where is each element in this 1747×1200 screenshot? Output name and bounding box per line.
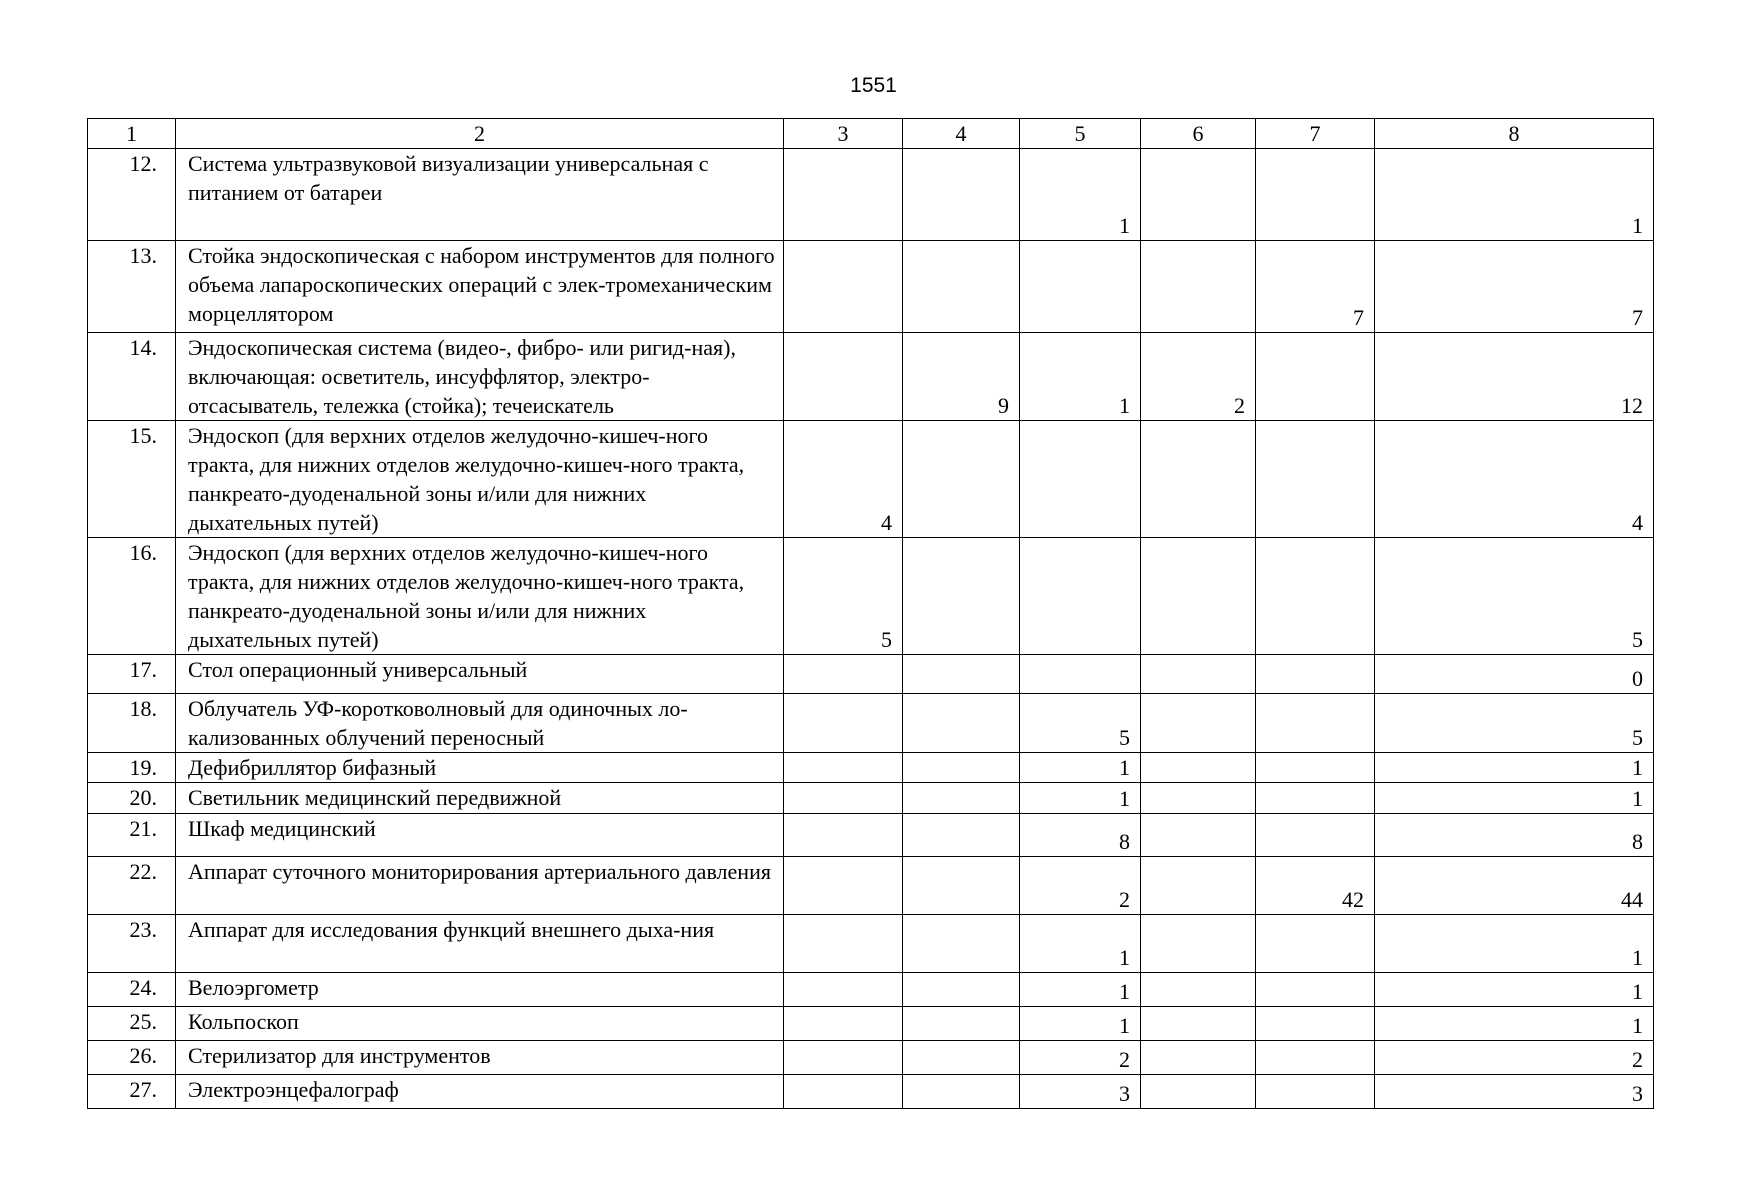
table-row [88,538,1654,655]
equipment-name-cell: Стерилизатор для инструментов [176,1041,784,1075]
value-cell-col6: 2 [1141,333,1256,421]
value-cell-col6 [1141,241,1256,333]
value-cell-col7 [1256,973,1375,1007]
value-cell-col3 [784,1075,903,1109]
value-cell-col4 [903,915,1020,973]
value-cell-col7 [1256,1075,1375,1109]
value-cell-col3 [784,753,903,783]
header-cell: 4 [903,119,1020,149]
row-number-cell: 23. [88,915,176,973]
value-cell-col6 [1141,973,1256,1007]
equipment-name-cell: Электроэнцефалограф [176,1075,784,1109]
table-row [88,241,1654,333]
value-cell-col7 [1256,421,1375,538]
value-cell-col7 [1256,1007,1375,1041]
equipment-name-cell: Эндоскоп (для верхних отделов желудочно-кишеч-ного тракта, для нижних отделов желудочно-кишеч-ного тракта, панкреато-дуоденальной зоны и/или для нижних дыхательных путей) [176,538,784,655]
value-cell-col4 [903,694,1020,753]
value-cell-col7 [1256,538,1375,655]
value-cell-col7 [1256,1041,1375,1075]
value-cell-col3 [784,814,903,857]
value-cell-col4 [903,973,1020,1007]
value-cell-col3 [784,783,903,814]
value-cell-col6 [1141,1007,1256,1041]
value-cell-col4 [903,857,1020,915]
value-cell-col8: 1 [1375,783,1654,814]
value-cell-col5: 8 [1020,814,1141,857]
row-number-cell: 26. [88,1041,176,1075]
row-number-cell: 25. [88,1007,176,1041]
value-cell-col8: 44 [1375,857,1654,915]
table-row [88,1007,1654,1041]
value-cell-col4 [903,655,1020,694]
table-row [88,1075,1654,1109]
value-cell-col5: 5 [1020,694,1141,753]
value-cell-col6 [1141,783,1256,814]
value-cell-col8: 5 [1375,694,1654,753]
value-cell-col8: 7 [1375,241,1654,333]
value-cell-col8: 1 [1375,753,1654,783]
table-row [88,814,1654,857]
header-cell: 1 [88,119,176,149]
table-row [88,973,1654,1007]
header-cell: 2 [176,119,784,149]
value-cell-col6 [1141,421,1256,538]
value-cell-col5: 1 [1020,915,1141,973]
value-cell-col6 [1141,694,1256,753]
value-cell-col3 [784,655,903,694]
row-number-cell: 12. [88,149,176,241]
header-cell: 5 [1020,119,1141,149]
value-cell-col8: 1 [1375,915,1654,973]
value-cell-col6 [1141,1041,1256,1075]
equipment-name-cell: Аппарат для исследования функций внешнего дыха-ния [176,915,784,973]
table-row [88,421,1654,538]
equipment-name-cell: Аппарат суточного мониторирования артериального давления [176,857,784,915]
value-cell-col8: 4 [1375,421,1654,538]
value-cell-col5 [1020,241,1141,333]
value-cell-col8: 5 [1375,538,1654,655]
value-cell-col8: 8 [1375,814,1654,857]
value-cell-col3 [784,915,903,973]
value-cell-col5 [1020,538,1141,655]
table-row [88,655,1654,694]
value-cell-col4 [903,1075,1020,1109]
value-cell-col4 [903,753,1020,783]
header-cell: 8 [1375,119,1654,149]
value-cell-col5: 1 [1020,1007,1141,1041]
table-row [88,915,1654,973]
value-cell-col5: 1 [1020,753,1141,783]
table-header-row [88,119,1654,149]
header-cell: 3 [784,119,903,149]
value-cell-col6 [1141,1075,1256,1109]
value-cell-col8: 1 [1375,1007,1654,1041]
value-cell-col8: 0 [1375,655,1654,694]
value-cell-col6 [1141,753,1256,783]
value-cell-col7 [1256,149,1375,241]
equipment-name-cell: Облучатель УФ-коротковолновый для одиночных ло-кализованных облучений переносный [176,694,784,753]
value-cell-col5: 2 [1020,1041,1141,1075]
value-cell-col6 [1141,814,1256,857]
value-cell-col7 [1256,783,1375,814]
value-cell-col8: 2 [1375,1041,1654,1075]
value-cell-col5: 1 [1020,333,1141,421]
row-number-cell: 22. [88,857,176,915]
value-cell-col7 [1256,655,1375,694]
header-cell: 6 [1141,119,1256,149]
value-cell-col3 [784,973,903,1007]
value-cell-col3 [784,1041,903,1075]
row-number-cell: 24. [88,973,176,1007]
value-cell-col7 [1256,753,1375,783]
value-cell-col8: 1 [1375,149,1654,241]
value-cell-col4 [903,1041,1020,1075]
value-cell-col5: 1 [1020,973,1141,1007]
equipment-name-cell: Система ультразвуковой визуализации универсальная с питанием от батареи [176,149,784,241]
equipment-name-cell: Кольпоскоп [176,1007,784,1041]
value-cell-col7 [1256,814,1375,857]
row-number-cell: 16. [88,538,176,655]
equipment-name-cell: Велоэргометр [176,973,784,1007]
value-cell-col8: 12 [1375,333,1654,421]
value-cell-col7: 42 [1256,857,1375,915]
equipment-name-cell: Светильник медицинский передвижной [176,783,784,814]
value-cell-col8: 1 [1375,973,1654,1007]
value-cell-col7: 7 [1256,241,1375,333]
value-cell-col5: 1 [1020,149,1141,241]
equipment-name-cell: Стол операционный универсальный [176,655,784,694]
row-number-cell: 14. [88,333,176,421]
value-cell-col4 [903,1007,1020,1041]
equipment-name-cell: Эндоскопическая система (видео-, фибро- или ригид-ная), включающая: осветитель, инсуффлятор, электро-отсасыватель, тележка (стойка); течеискатель [176,333,784,421]
row-number-cell: 27. [88,1075,176,1109]
row-number-cell: 13. [88,241,176,333]
value-cell-col3 [784,241,903,333]
value-cell-col6 [1141,538,1256,655]
table-row [88,694,1654,753]
value-cell-col3 [784,149,903,241]
value-cell-col4 [903,814,1020,857]
row-number-cell: 15. [88,421,176,538]
value-cell-col5: 1 [1020,783,1141,814]
value-cell-col8: 3 [1375,1075,1654,1109]
value-cell-col3: 5 [784,538,903,655]
value-cell-col3 [784,1007,903,1041]
table-row [88,783,1654,814]
page-number: 1551 [850,74,897,97]
value-cell-col6 [1141,655,1256,694]
equipment-table [87,118,1654,1109]
equipment-name-cell: Стойка эндоскопическая с набором инструментов для полного объема лапароскопических операций с элек-тромеханическим морцеллятором [176,241,784,333]
value-cell-col6 [1141,915,1256,973]
header-cell: 7 [1256,119,1375,149]
row-number-cell: 20. [88,783,176,814]
equipment-name-cell: Эндоскоп (для верхних отделов желудочно-кишеч-ного тракта, для нижних отделов желудочно-кишеч-ного тракта, панкреато-дуоденальной зоны и/или для нижних дыхательных путей) [176,421,784,538]
value-cell-col5: 2 [1020,857,1141,915]
value-cell-col4: 9 [903,333,1020,421]
table-row [88,333,1654,421]
value-cell-col3 [784,857,903,915]
equipment-name-cell: Шкаф медицинский [176,814,784,857]
value-cell-col7 [1256,915,1375,973]
value-cell-col6 [1141,857,1256,915]
value-cell-col7 [1256,333,1375,421]
row-number-cell: 19. [88,753,176,783]
value-cell-col4 [903,538,1020,655]
value-cell-col4 [903,241,1020,333]
value-cell-col3 [784,333,903,421]
row-number-cell: 17. [88,655,176,694]
value-cell-col5: 3 [1020,1075,1141,1109]
value-cell-col5 [1020,655,1141,694]
table-row [88,753,1654,783]
value-cell-col7 [1256,694,1375,753]
value-cell-col3 [784,694,903,753]
row-number-cell: 18. [88,694,176,753]
value-cell-col5 [1020,421,1141,538]
equipment-name-cell: Дефибриллятор бифазный [176,753,784,783]
value-cell-col4 [903,783,1020,814]
table-row [88,1041,1654,1075]
value-cell-col6 [1141,149,1256,241]
value-cell-col4 [903,149,1020,241]
row-number-cell: 21. [88,814,176,857]
table-row [88,857,1654,915]
value-cell-col4 [903,421,1020,538]
table-row [88,149,1654,241]
value-cell-col3: 4 [784,421,903,538]
